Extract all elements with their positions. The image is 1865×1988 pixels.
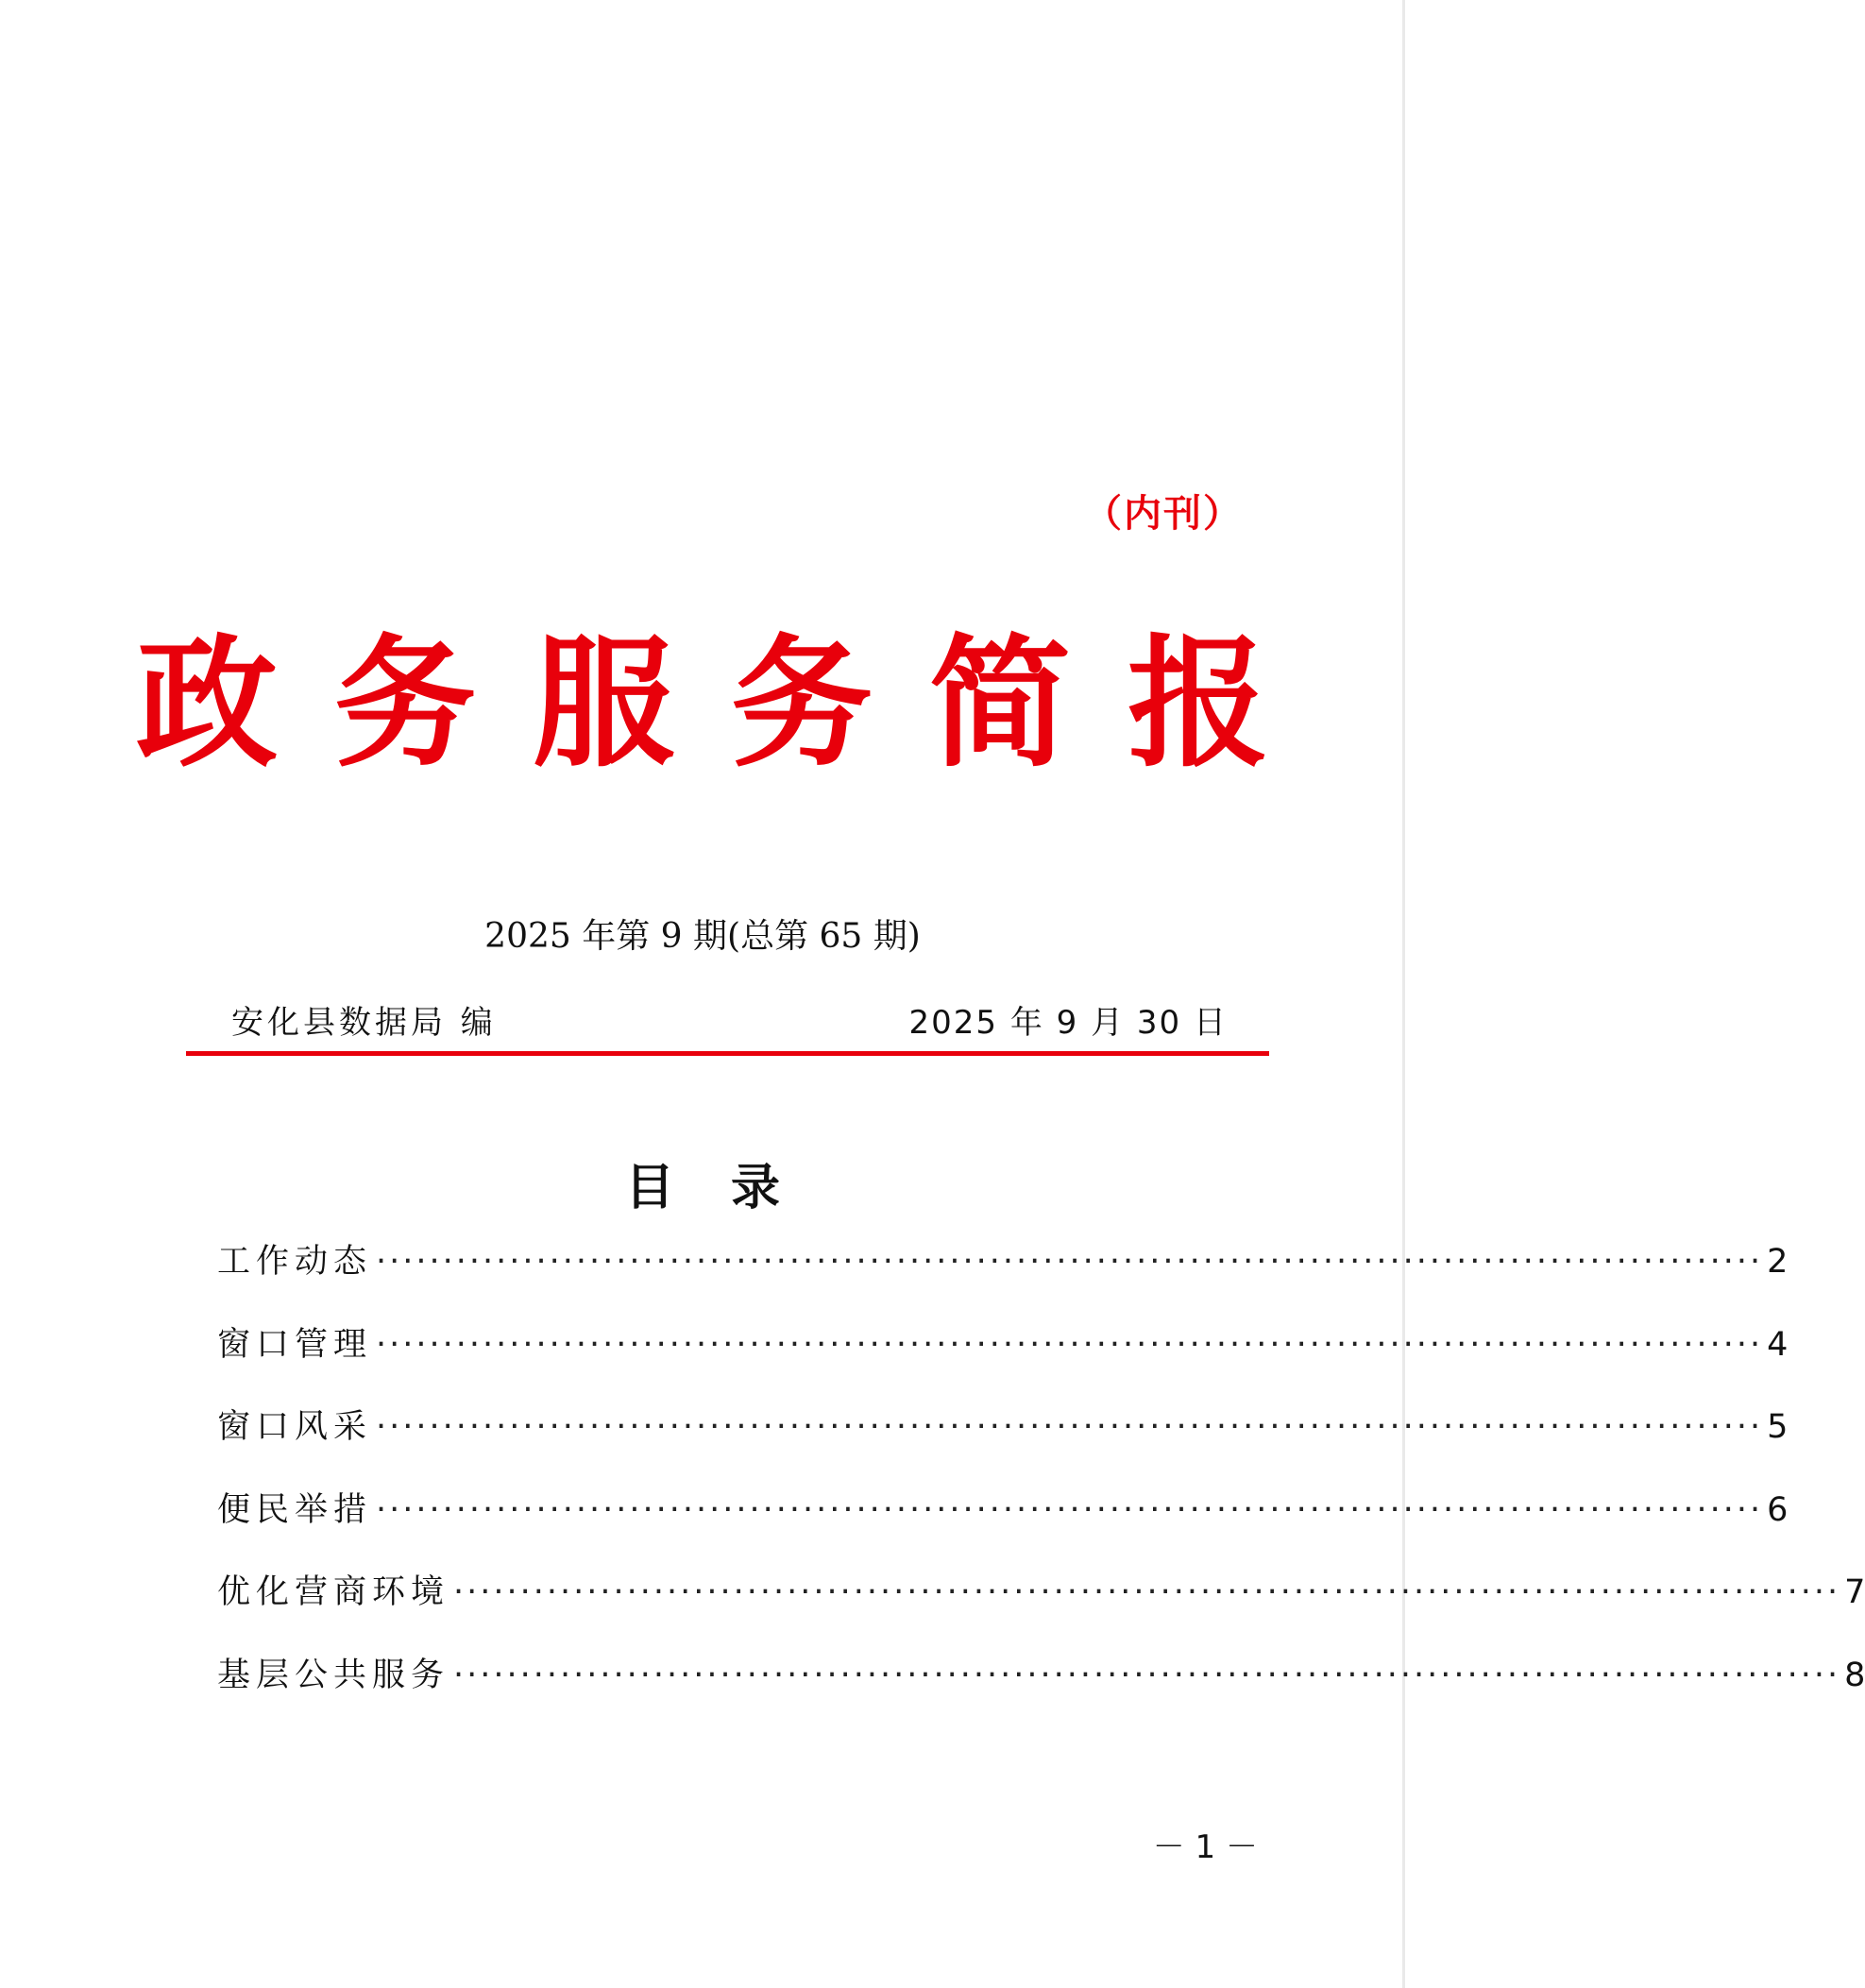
toc-entry-page: 6 bbox=[1767, 1490, 1789, 1529]
internal-publication-label: （内刊） bbox=[1084, 491, 1243, 535]
toc-entry-label: 优化营商环境 bbox=[217, 1573, 450, 1612]
toc-entry[interactable] bbox=[217, 1318, 1789, 1402]
issue-date: 2025 年 9 月 30 日 bbox=[908, 1004, 1228, 1042]
red-separator-rule bbox=[186, 1051, 1269, 1056]
toc-entry[interactable] bbox=[217, 1566, 1865, 1649]
toc-entry-page: 5 bbox=[1767, 1408, 1789, 1447]
toc-entry-label: 窗口管理 bbox=[217, 1325, 373, 1364]
toc-entry[interactable] bbox=[217, 1235, 1789, 1318]
toc-entry[interactable] bbox=[217, 1401, 1789, 1484]
toc-entry-label: 工作动态 bbox=[217, 1243, 373, 1281]
toc-dot-leader: ········································································································ bbox=[376, 1243, 1764, 1281]
toc-entry-page: 8 bbox=[1844, 1656, 1865, 1694]
toc-dot-leader: ········································································································ bbox=[453, 1656, 1841, 1694]
page-number: － 1 － bbox=[1152, 1828, 1258, 1866]
toc-title: 目录 bbox=[624, 1160, 837, 1216]
masthead-title: 政务服务简报 bbox=[135, 620, 1326, 787]
toc-dot-leader: ········································································································ bbox=[376, 1408, 1764, 1447]
issue-number: 2025 年第 9 期(总第 65 期) bbox=[484, 917, 921, 956]
editor-line: 安化县数据局 编 bbox=[231, 1004, 497, 1042]
toc-entry-label: 基层公共服务 bbox=[217, 1656, 450, 1694]
toc-entry-page: 4 bbox=[1767, 1325, 1789, 1364]
toc-entry-page: 2 bbox=[1767, 1243, 1789, 1281]
toc-entry-label: 窗口风采 bbox=[217, 1408, 373, 1447]
toc-entry[interactable] bbox=[217, 1484, 1789, 1567]
table-of-contents bbox=[217, 1235, 1865, 1732]
toc-entry-page: 7 bbox=[1844, 1573, 1865, 1612]
toc-dot-leader: ········································································································ bbox=[376, 1490, 1764, 1529]
toc-dot-leader: ········································································································ bbox=[453, 1573, 1841, 1612]
toc-entry-label: 便民举措 bbox=[217, 1490, 373, 1529]
toc-entry[interactable] bbox=[217, 1649, 1865, 1732]
toc-dot-leader: ········································································································ bbox=[376, 1325, 1764, 1364]
